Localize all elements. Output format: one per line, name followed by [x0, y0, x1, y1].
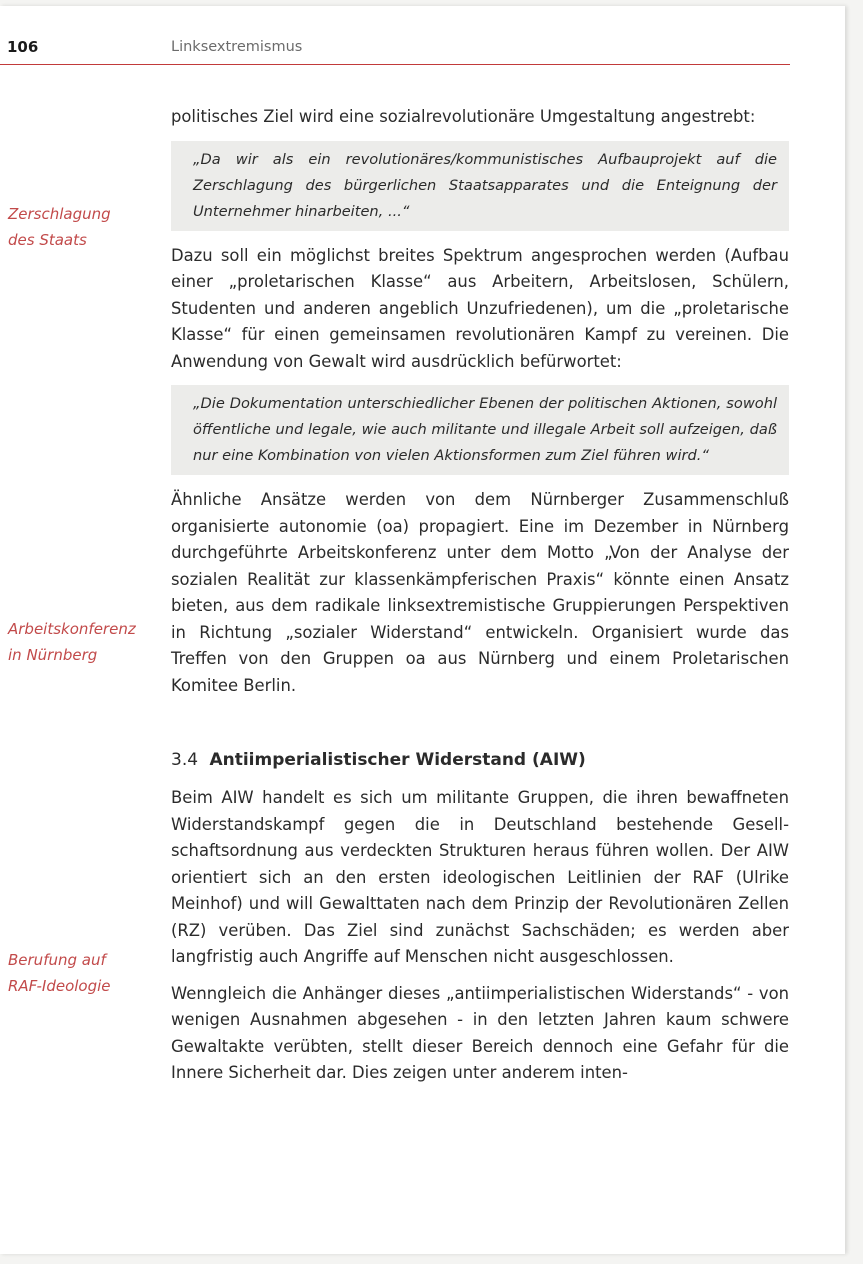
margin-note-raf [8, 947, 158, 999]
paragraph: Ähnliche Ansätze werden von dem Nürnberger Zusammenschluß organisierte autonomie (oa) propagiert. Eine im Dezember in Nürnberg durchgeführte Arbeitskonferenz unter dem Motto „Von der Analyse der sozialen Realität zur klassenkämpferischen Praxis“ könnte einen Ansatz bieten, aus dem radikale linksextremistische Gruppierungen Perspektiven in Richtung „sozialer Widerstand“ entwickeln. Organisiert wurde das Treffen von den Gruppen oa aus Nürnberg und einem Proletarischen Komitee Berlin. [171, 490, 789, 695]
margin-note-line: Zerschlagung [8, 205, 111, 223]
margin-note-line: Berufung auf [8, 951, 106, 969]
margin-note-line: des Staats [8, 231, 87, 249]
paragraph: Wenngleich die Anhänger dieses „antiimperialistischen Widerstands“ - von wenigen Ausnahmen abgesehen - in den letzten Jahren kaum schwere Gewaltakte verübten, stellt dieser Bereich dennoch eine Gefahr für die Innere Sicherheit dar. Dies zeigen unter anderem inten- [171, 983, 789, 1082]
section-heading [171, 747, 789, 773]
paragraph: politisches Ziel wird eine sozialrevolutionäre Umgestaltung angestrebt: [171, 107, 756, 126]
quote-block: „Die Dokumentation unterschiedlicher Ebenen der politischen Aktionen, sowohl öffentliche und legale, wie auch militante und illegale Arbeit soll aufzeigen, daß nur eine Kombination von vielen Aktionsformen zum Ziel führen wird.“ [171, 385, 789, 475]
running-title: Linksextremismus [171, 39, 303, 55]
section-number: 3.4 [171, 750, 199, 770]
document-page [0, 6, 845, 1254]
margin-note-arbeitskonferenz [8, 616, 158, 668]
margin-note-zerschlagung [8, 201, 158, 253]
section-title: Antiimperialistischer Widerstand (AIW) [209, 750, 586, 770]
body-text [171, 104, 789, 1097]
page-header [0, 34, 790, 65]
margin-note-line: RAF-Ideologie [8, 977, 111, 995]
margin-note-line: Arbeitskonferenz [8, 620, 136, 638]
margin-note-line: in Nürnberg [8, 646, 98, 664]
page-number: 106 [7, 38, 39, 56]
paragraph: Dazu soll ein möglichst breites Spektrum angesprochen werden (Aufbau einer „proletarischen Klasse“ aus Arbeitern, Arbeitslosen, Schülern, Studenten und anderen angeblich Unzufriedenen), um die „proletarische Klasse“ für einen gemeinsamen revolutionären Kampf zu vereinen. Die Anwendung von Gewalt wird ausdrücklich befürwortet: [171, 245, 789, 371]
paragraph: Beim AIW handelt es sich um militante Gruppen, die ihren bewaffneten Widerstandskampf gegen die in Deutschland bestehende Gesellschaftsordnung aus verdeckten Strukturen heraus führen wollen. Der AIW orientiert sich an den ersten ideologischen Leitlinien der RAF (Ulrike Meinhof) und will Gewalttaten nach dem Prinzip der Revolutionären Zellen (RZ) verüben. Das Ziel sind zunächst Sachschäden; es werden aber langfristig auch Angriffe auf Menschen nicht ausgeschlossen. [171, 788, 789, 966]
quote-block: „Da wir als ein revolutionäres/kommunistisches Aufbauprojekt auf die Zerschlagung des bürgerlichen Staatsapparates und die Enteignung der Unternehmer hinarbeiten, ...“ [171, 141, 789, 231]
